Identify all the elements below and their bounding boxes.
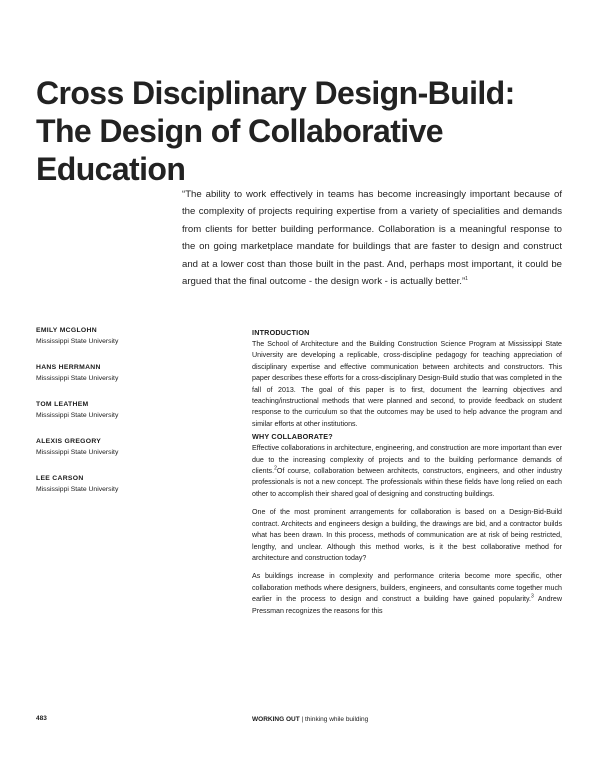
- running-footer: [252, 716, 368, 723]
- author-block: [36, 436, 216, 459]
- section-heading-why-collaborate: WHY COLLABORATE?: [252, 432, 333, 442]
- author-name: HANS HERRMANN: [36, 364, 101, 371]
- introduction-paragraph: The School of Architecture and the Building Construction Science Program at Mississippi State University are developing a replicable, cross-discipline pedagogy for teaching appreciation of disciplinary expertise and effective communication between architects and constructors. This paper describes these efforts for a cross-disciplinary Design-Build studio that was completed in the fall of 2013. The goal of this paper is to first, document the learning objectives and teaching/instructional methods that were planned and second, to provide feedback on student response to the curriculum so that the outcomes may be used to help advance the program and similar efforts at other institutions.: [252, 340, 562, 428]
- author-block: [36, 399, 216, 422]
- page-number: 483: [36, 715, 47, 722]
- footer-section: WORKING OUT: [252, 716, 300, 723]
- body-column: [252, 327, 562, 617]
- footnote-ref: 3: [531, 593, 534, 600]
- author-name: ALEXIS GREGORY: [36, 438, 102, 445]
- body-paragraph: [252, 571, 562, 617]
- author-block: [36, 325, 216, 348]
- author-affiliation: Mississippi State University: [36, 375, 119, 382]
- paragraph-text: Effective collaborations in architecture, engineering, and construction are more important than ever due to the increasing complexity of projects and to the building performance demands of clients.: [252, 444, 562, 476]
- quote-footnote-ref: 1: [465, 275, 468, 282]
- author-name: EMILY MCGLOHN: [36, 327, 97, 334]
- body-paragraph: One of the most prominent arrangements for collaboration is based on a Design-Bid-Build contract. Architects and engineers design a building, the drawings are bid, and a contractor builds what has been drawn. In this process, methods of communication are at risk of being restricted, lengthy, and unclear. Although this method works, is it the best collaborative method for architecture and construction today?: [252, 508, 562, 562]
- paragraph-text: Of course, collaboration between architects, constructors, engineers, and other industry professionals is not a new concept. The professionals within these fields have long relied on each other to accomplish their shared goal of designing and constructing buildings.: [252, 467, 562, 498]
- paper-title: Cross Disciplinary Design-Build: The Design of Collaborative Education: [36, 75, 515, 187]
- author-list: [36, 325, 216, 510]
- quote-text: “The ability to work effectively in teams has become increasingly important because of the complexity of projects requiring expertise from a variety of specialities and demands from clients for better building performance. Collaboration is a meaningful response to the on going marketplace mandate for buildings that are faster to design and construct and at a lower cost than those built in the past. And, perhaps most important, it could be argued that the final outcome - the design work - is actually better.”: [182, 189, 562, 288]
- author-affiliation: Mississippi State University: [36, 412, 119, 419]
- footer-theme: thinking while building: [304, 716, 369, 723]
- author-block: [36, 473, 216, 496]
- author-affiliation: Mississippi State University: [36, 486, 119, 493]
- section-heading-introduction: INTRODUCTION: [252, 328, 310, 337]
- footnote-ref: 2: [274, 465, 277, 472]
- author-block: [36, 362, 216, 385]
- footer-separator: |: [299, 716, 305, 723]
- author-name: TOM LEATHEM: [36, 401, 89, 408]
- paragraph-text: Andrew Pressman recognizes the reasons for this: [252, 595, 562, 615]
- paragraph-text: As buildings increase in complexity and performance criteria become more specific, other collaboration methods where designers, builders, engineers, and consultants come together much earlier in the process to design and construct a building have gained popularity.: [252, 572, 562, 604]
- author-affiliation: Mississippi State University: [36, 449, 119, 456]
- epigraph-quote: [182, 186, 562, 290]
- body-paragraph: [252, 443, 562, 500]
- author-affiliation: Mississippi State University: [36, 338, 119, 345]
- author-name: LEE CARSON: [36, 475, 84, 482]
